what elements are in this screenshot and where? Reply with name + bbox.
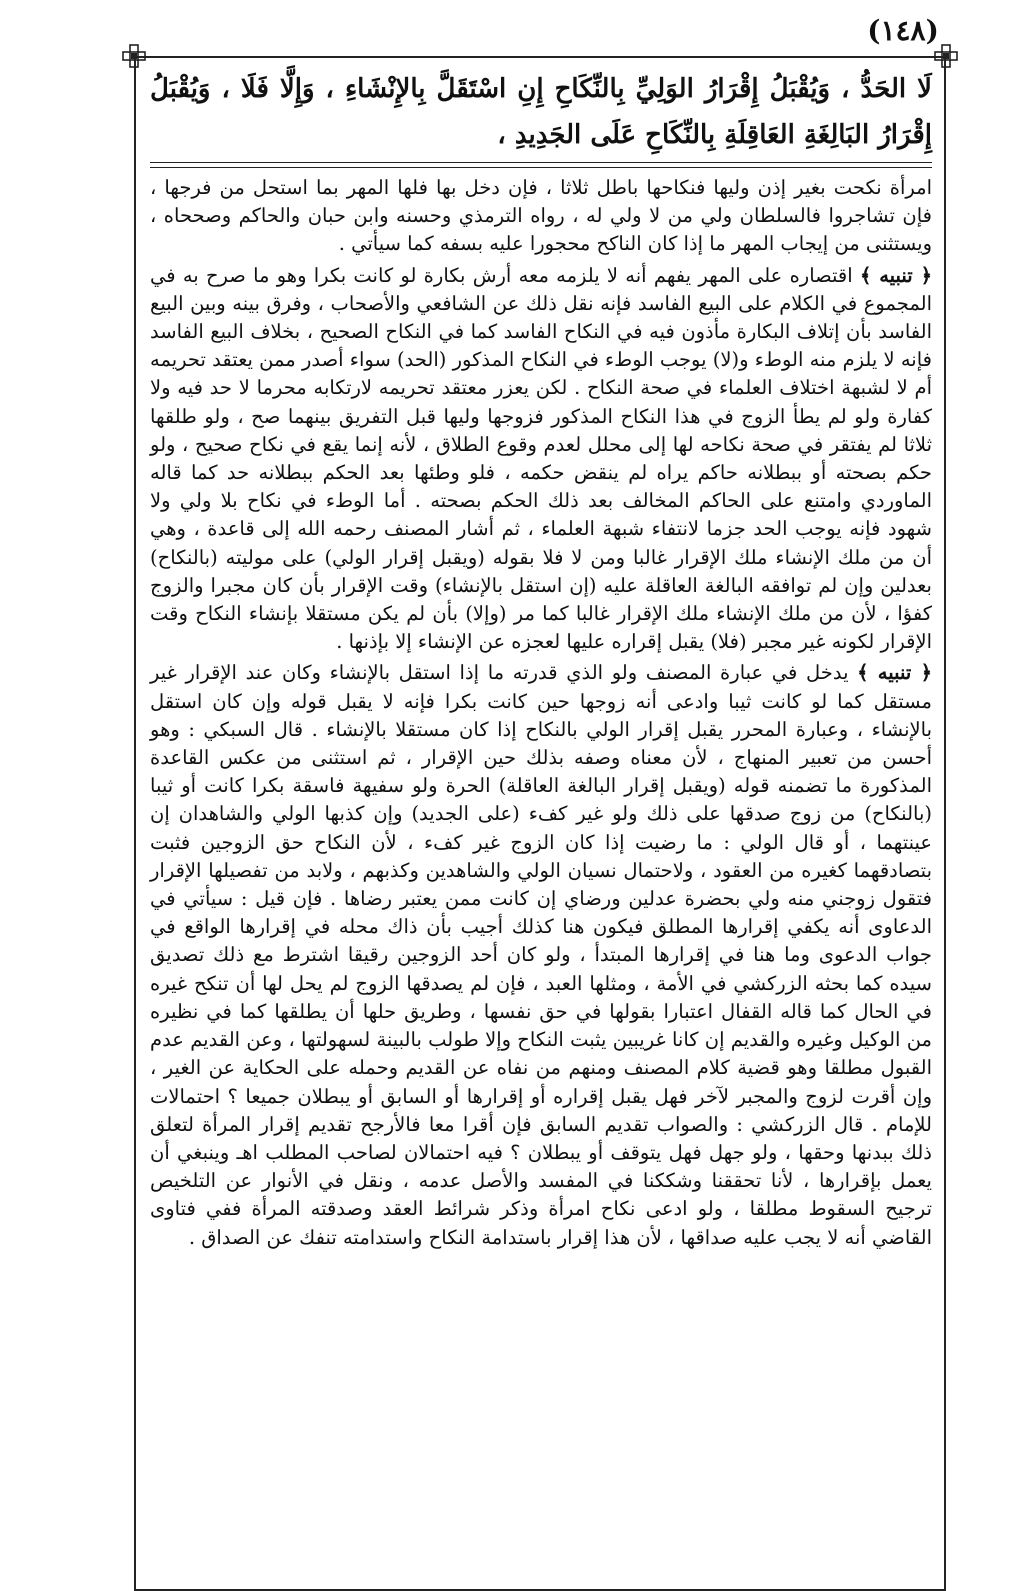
tanbih-label: ﴿ تنبيه ﴾: [859, 263, 932, 287]
commentary-paragraph: [150, 659, 932, 1251]
commentary-paragraph-text: اقتصاره على المهر يفهم أنه لا يلزمه معه أرش بكارة لو كانت بكرا وهو ما صرح به في المجموع في الكلام على البيع الفاسد فإنه نقل ذلك عن الشافعي والأصحاب ، وفرق بينه وبين البيع الفاسد بأن إتلاف البكارة مأذون فيه في النكاح الفاسد كما في النكاح الصحيح ، بخلاف البيع الفاسد فإنه لا يلزم منه الوطء و(لا) يوجب الوطء في النكاح المذكور (الحد) سواء أصدر ممن يعتقد تحريمه أم لا لشبهة اختلاف العلماء في صحة النكاح . لكن يعزر معتقد تحريمه لارتكابه محرما لا حد فيه ولا كفارة ولو لم يطأ الزوج في هذا النكاح المذكور فزوجها وليها قبل التفريق بينهما صح ، ولو طلقها ثلاثا لم يفتقر في صحة نكاحه لها إلى محلل لعدم وقوع الطلاق ، لأنه إنما يقع في نكاح صحيح ، ولو حكم بصحته أو ببطلانه حاكم يراه لم ينقض حكمه ، فلو وطئها بعد الحكم ببطلانه حد كما قاله الماوردي وامتنع على الحاكم المخالف بعد ذلك الحكم بصحته . أما الوطء في نكاح بلا ولي ولا شهود فإنه يوجب الحد جزما لانتفاء شبهة العلماء ، ثم أشار المصنف رحمه الله إلى قاعدة ، وهي أن من ملك الإنشاء ملك الإقرار غالبا ومن لا فلا بقوله (ويقبل إقرار الولي) على موليته (بالنكاح) بعدلين وإن لم توافقه البالغة العاقلة عليه (إن استقل بالإنشاء) وقت الإقرار بأن كان مجبرا والزوج كفؤا ، لأن من ملك الإنشاء ملك الإقرار غالبا كما مر (وإلا) بأن لم يكن مستقلا بإنشاء النكاح وقت الإقرار لكونه غير مجبر (فلا) يقبل إقراره عليها لعجزه عن الإنشاء إلا بإذنها .: [150, 263, 932, 654]
commentary-body: [150, 174, 932, 1252]
commentary-paragraph-text: يدخل في عبارة المصنف ولو الذي قدرته ما إذا استقل بالإنشاء وكان عند الإقرار غير مستقل كما لو كانت ثيبا وادعى أنه زوجها حين كانت بكرا فإنه لا يقبل قوله وإن كان استقل بالإنشاء ، وعبارة المحرر يقبل إقرار الولي بالنكاح إذا كان مستقلا بالإنشاء . قال السبكي : وهو أحسن من تعبير المنهاج ، لأن معناه وصفه بذلك حين الإقرار ، ثم استثنى من عكس القاعدة المذكورة ما تضمنه قوله (ويقبل إقرار البالغة العاقلة) الحرة ولو سفيهة فاسقة بكرا كانت أو ثيبا (بالنكاح) من زوج صدقها على ذلك ولو غير كفء (على الجديد) وإن كذبها الولي والشاهدان إن عينتهما ، أو قال الولي : ما رضيت إذا كان الزوج غير كفء ، لأن النكاح حق الزوجين فثبت بتصادقهما كغيره من العقود ، ولاحتمال نسيان الولي والشاهدين وكذبهم ، ولابد من تفصيلها الإقرار فتقول زوجني منه ولي بحضرة عدلين ورضاي إن كانت ممن يعتبر رضاها . فإن قيل : سيأتي في الدعاوى أنه يكفي إقرارها المطلق فيكون هنا كذلك أجيب بأن ذاك محله في إقرارها الواقع في جواب الدعوى وما هنا في إقرارها المبتدأ ، ولو كان أحد الزوجين رقيقا اشترط مع ذلك تصديق سيده كما بحثه الزركشي في الأمة ، ومثلها العبد ، فإن لم يصدقها الزوج لم يحل لها أن تنكح غيره في الحال كما قاله القفال اعتبارا بقولها في حق نفسها ، وطريق حلها أن يطلقها كما في نظيره من الوكيل وغيره والقديم إن كانا غريبين يثبت النكاح وإلا طولب بالبينة لسهولتها ، وعن القديم عدم القبول مطلقا وهو قضية كلام المصنف ومنهم من نفاه عن القديم وحمله على الحكاية عن الغير ، وإن أقرت لزوج والمجبر لآخر فهل يقبل إقراره أو إقرارها أو السابق أو يبطلان جميعا ؟ احتمالات للإمام . قال الزركشي : والصواب تقديم السابق فإن أقرا معا فالأرجح تقديم إقرار المرأة لتعلق ذلك ببدنها وحقها ، ولو جهل فهل يتوقف أو يبطلان ؟ فيه احتمالان لصاحب المطلب اهـ وينبغي أن يعمل بإقرارها ، لأنا تحققنا وشككنا في المفسد والأصل عدمه ، ونقل في الأنوار عن التلخيص ترجيح السقوط مطلقا ، ولو ادعى نكاح امرأة وذكر شرائط العقد وصدقته المرأة ففي فتاوى القاضي أنه لا يجب عليه صداقها ، لأن هذا إقرار باستدامة النكاح واستدامته تنفك عن الصداق .: [150, 661, 932, 1249]
matn-text: لَا الحَدُّ ، وَيُقْبَلُ إِقْرَارُ الوَلِيِّ بِالنِّكَاحِ إِنِ اسْتَقَلَّ بِالإِنْشَاءِ ، وَإِلَّا فَلَا ، وَيُقْبَلُ إِقْرَارُ البَالِغَةِ العَاقِلَةِ بِالنِّكَاحِ عَلَى الجَدِيدِ ،: [150, 74, 932, 150]
commentary-paragraph: [150, 262, 932, 657]
commentary-paragraph: امرأة نكحت بغير إذن وليها فنكاحها باطل ثلاثا ، فإن دخل بها فلها المهر بما استحل من فرجها ، فإن تشاجروا فالسلطان ولي من لا ولي له ، رواه الترمذي وحسنه وابن حبان والحاكم وصححاه ، ويستثنى من إيجاب المهر ما إذا كان الناكح محجورا عليه بسفه كما سيأتي .: [150, 176, 932, 256]
tanbih-label: ﴿ تنبيه ﴾: [857, 661, 932, 685]
section-divider: [150, 162, 932, 163]
corner-ornament-top-right: [933, 43, 959, 69]
corner-ornament-top-left: [121, 43, 147, 69]
page-number: (١٤٨): [867, 14, 939, 47]
section-divider-inner: [150, 167, 932, 168]
